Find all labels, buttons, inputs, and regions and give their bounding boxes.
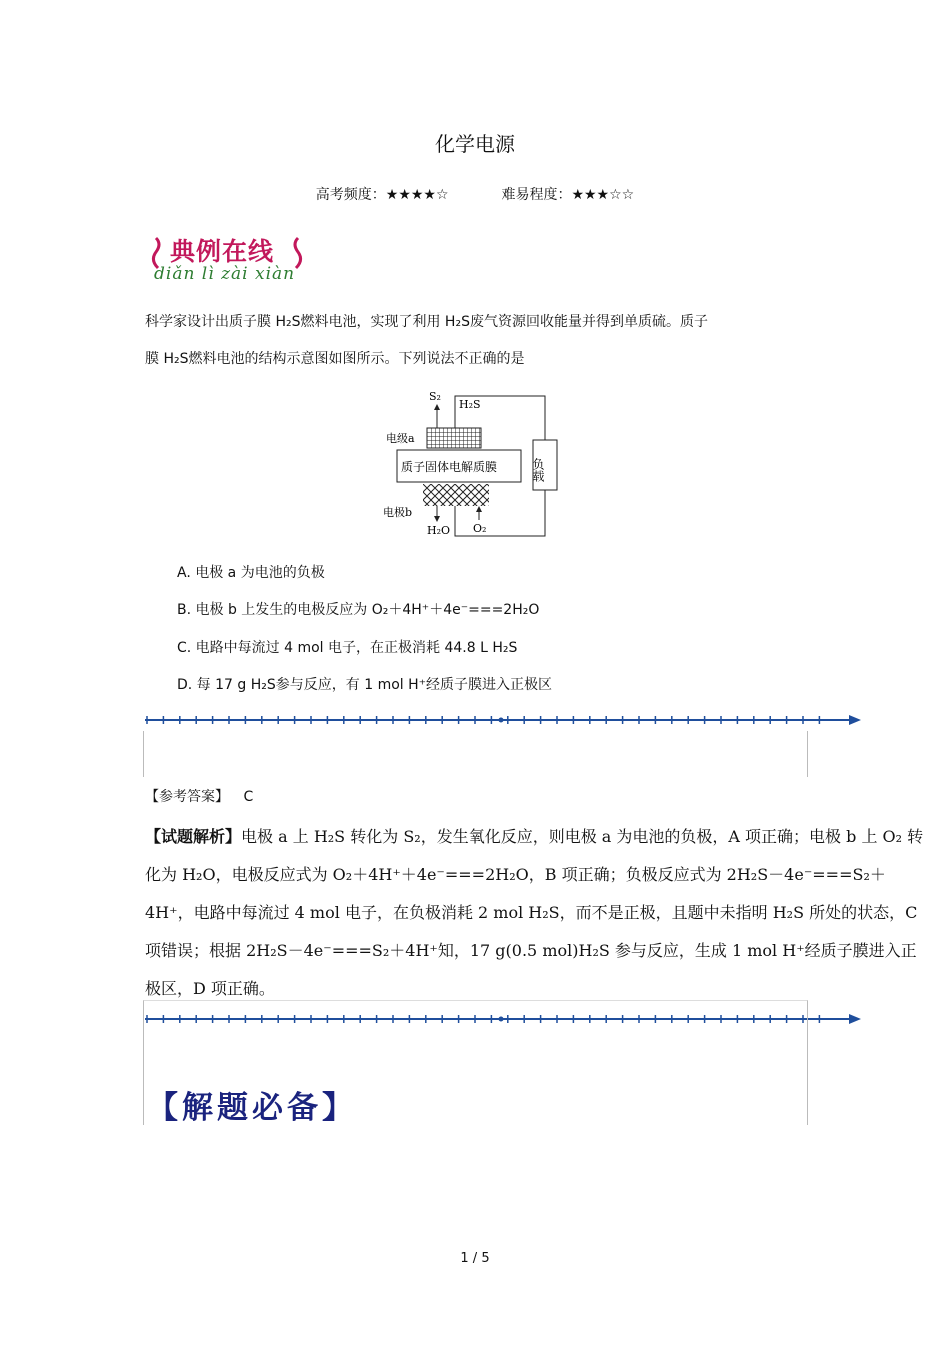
meta-line	[0, 184, 950, 204]
answer-line	[145, 786, 253, 806]
analysis-paragraph	[145, 818, 930, 1008]
page-title: 化学电源	[435, 132, 515, 156]
answer-label: 【参考答案】	[145, 789, 229, 805]
frequency-stars: ★★★★☆	[385, 187, 449, 203]
fuel-cell-diagram	[383, 388, 563, 540]
analysis-label: 【试题解析】	[145, 827, 242, 846]
label-load: 负载	[531, 458, 545, 482]
page-number: 1 / 5	[460, 1251, 490, 1266]
option-b: B. 电极 b 上发生的电极反应为 O₂＋4H⁺＋4e⁻===2H₂O	[177, 602, 540, 618]
label-h2o: H₂O	[427, 524, 451, 537]
label-o2: O₂	[473, 522, 487, 535]
ruler-center-dot	[499, 718, 504, 723]
banner-pinyin: diǎn lì zài xiàn	[154, 264, 296, 284]
option-c: C. 电路中每流过 4 mol 电子，在正极消耗 44.8 L H₂S	[177, 640, 518, 656]
label-s2: S₂	[429, 390, 441, 403]
frequency-label: 高考频度：	[315, 187, 386, 203]
question-stem-line1: 科学家设计出质子膜 H₂S燃料电池，实现了利用 H₂S废气资源回收能量并得到单质硫。质子	[145, 314, 708, 330]
ruler-arrow-icon	[849, 715, 861, 725]
banner-text: 典例在线	[170, 237, 275, 266]
section-heading: 【解题必备】	[147, 1090, 357, 1126]
difficulty-label: 难易程度：	[501, 187, 572, 203]
question-stem-line2: 膜 H₂S燃料电池的结构示意图如图所示。下列说法不正确的是	[145, 351, 525, 367]
label-membrane: 质子固体电解质膜	[401, 460, 498, 474]
label-electrode-a: 电级a	[386, 432, 415, 445]
example-banner	[148, 230, 318, 290]
ruler-arrow-icon	[849, 1014, 861, 1024]
option-d: D. 每 17 g H₂S参与反应，有 1 mol H⁺经质子膜进入正极区	[177, 677, 553, 693]
label-electrode-b: 电极b	[383, 506, 413, 519]
electrode-a-shape	[427, 428, 481, 448]
answer-frame	[143, 731, 808, 777]
electrode-b-shape	[423, 484, 489, 506]
difficulty-stars: ★★★☆☆	[571, 187, 635, 203]
analysis-text: 电极 a 上 H₂S 转化为 S₂，发生氧化反应，则电极 a 为电池的负极，A 项正确；电极 b 上 O₂ 转化为 H₂O，电极反应式为 O₂＋4H⁺＋4e⁻===2H₂O，B 项正确；负极反应式为 2H₂S－4e⁻===S₂＋4H⁺，电路中每流过 4 mol 电子，在负极消耗 2 mol H₂S，而不是正极，且题中未指明 H₂S 所处的状态，C 项错误；根据 2H₂S－4e⁻===S₂＋4H⁺知，17 g(0.5 mol)H₂S 参与反应，生成 1 mol H⁺经质子膜进入正极区，D 项正确。	[145, 827, 924, 998]
answer-value: C	[243, 789, 254, 805]
label-h2s: H₂S	[459, 398, 481, 411]
option-a: A. 电极 a 为电池的负极	[177, 565, 325, 581]
divider-ruler-1	[145, 709, 865, 731]
